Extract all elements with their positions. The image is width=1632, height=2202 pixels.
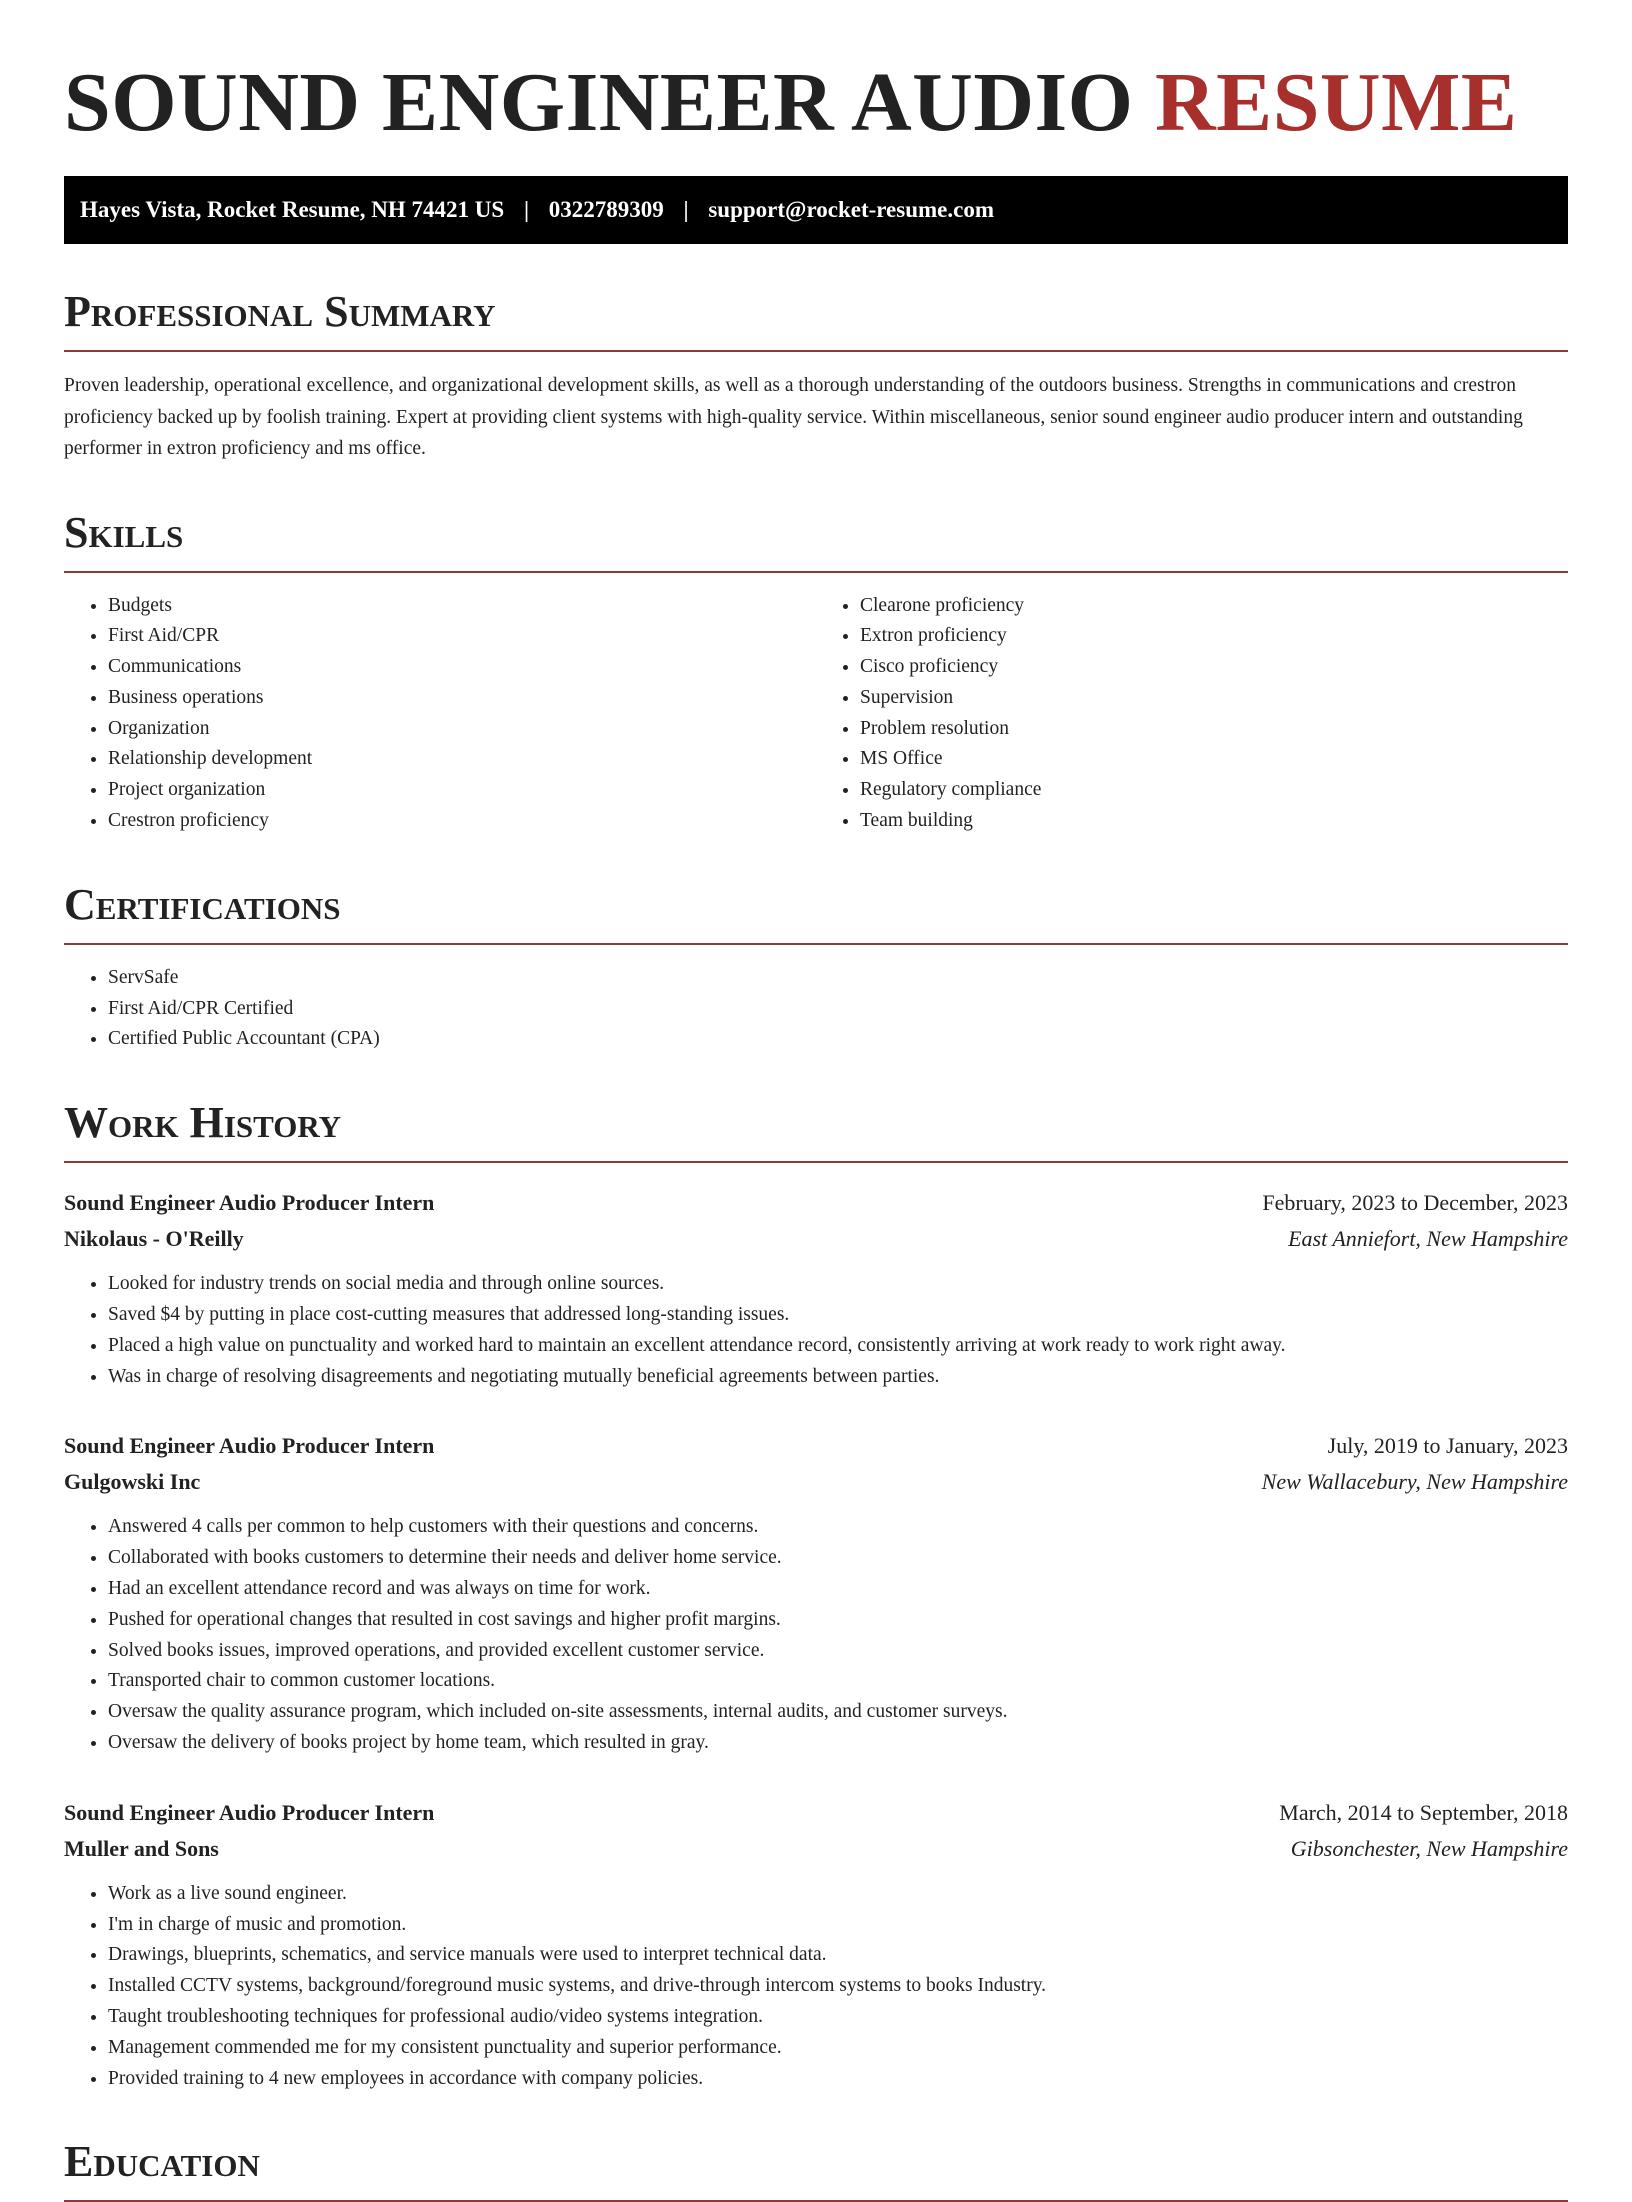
skill-item: • Communications — [108, 652, 816, 683]
job-duty: • Oversaw the delivery of books project by home team, which resulted in gray. — [108, 1728, 1568, 1759]
job-entry — [64, 1428, 1568, 1758]
summary-text: Proven leadership, operational excellence, and organizational development skills, as well as a thorough understanding of the outdoors business. Strengths in communications and crestron proficiency backed up by foolish training. Expert at providing client systems with high-quality service. Within miscellaneous, senior sound engineer audio producer intern and outstanding performer in extron proficiency and ms office. — [64, 375, 1523, 459]
job-duties-list — [64, 1512, 1568, 1758]
skill-item: • Organization — [108, 714, 816, 745]
job-title: Sound Engineer Audio Producer Intern — [64, 1799, 435, 1825]
job-duty: • Collaborated with books customers to determine their needs and deliver home service. — [108, 1543, 1568, 1574]
job-duty: • Saved $4 by putting in place cost-cutting measures that addressed long-standing issues. — [108, 1300, 1568, 1331]
contact-separator: | — [523, 197, 530, 222]
contact-email[interactable]: support@rocket-resume.com — [708, 197, 994, 222]
job-title: Sound Engineer Audio Producer Intern — [64, 1433, 435, 1459]
job-company: Nikolaus - O'Reilly — [64, 1226, 244, 1252]
skill-item: • Crestron proficiency — [108, 806, 816, 837]
job-duty: • Oversaw the quality assurance program, which included on-site assessments, internal audits, and customer surveys. — [108, 1697, 1568, 1728]
job-dates: February, 2023 to December, 2023 — [1262, 1190, 1568, 1216]
job-dates: July, 2019 to January, 2023 — [1327, 1433, 1568, 1459]
job-dates: March, 2014 to September, 2018 — [1279, 1799, 1568, 1825]
skills-list-left — [64, 591, 816, 837]
job-duty: • Transported chair to common customer locations. — [108, 1666, 1568, 1697]
section-heading: Work History — [64, 1097, 1568, 1163]
job-duty: • Had an excellent attendance record and was always on time for work. — [108, 1574, 1568, 1605]
certification-item: • ServSafe — [108, 963, 1568, 994]
education-section — [64, 2136, 1568, 2202]
skills-list-right — [816, 591, 1568, 837]
job-duty: • Work as a live sound engineer. — [108, 1879, 1568, 1910]
job-duty: • Drawings, blueprints, schematics, and service manuals were used to interpret technical data. — [108, 1940, 1568, 1971]
job-location: Gibsonchester, New Hampshire — [1290, 1835, 1568, 1861]
skill-item: • Problem resolution — [860, 714, 1568, 745]
summary-section — [64, 286, 1568, 465]
certifications-section — [64, 879, 1568, 1055]
skill-item: • Clearone proficiency — [860, 591, 1568, 622]
skill-item: • Relationship development — [108, 744, 816, 775]
skill-item: • Budgets — [108, 591, 816, 622]
section-heading: Education — [64, 2136, 1568, 2202]
job-company: Gulgowski Inc — [64, 1469, 201, 1495]
job-location: East Anniefort, New Hampshire — [1288, 1226, 1568, 1252]
resume-title-accent: RESUME — [1155, 56, 1518, 149]
skill-item: • Cisco proficiency — [860, 652, 1568, 683]
skill-item: • MS Office — [860, 744, 1568, 775]
contact-phone: 0322789309 — [548, 197, 664, 222]
job-location: New Wallacebury, New Hampshire — [1261, 1469, 1568, 1495]
skill-item: • Supervision — [860, 683, 1568, 714]
section-heading: Certifications — [64, 879, 1568, 945]
job-duties-list — [64, 1879, 1568, 2095]
skill-item: • First Aid/CPR — [108, 621, 816, 652]
job-duties-list — [64, 1269, 1568, 1392]
job-entry — [64, 1795, 1568, 2095]
job-duty: • Placed a high value on punctuality and worked hard to maintain an excellent attendance record, consistently arriving at work ready to work right away. — [108, 1331, 1568, 1362]
certification-item: • First Aid/CPR Certified — [108, 994, 1568, 1025]
job-entry — [64, 1185, 1568, 1392]
job-duty: • Was in charge of resolving disagreements and negotiating mutually beneficial agreements between parties. — [108, 1362, 1568, 1393]
job-duty: • I'm in charge of music and promotion. — [108, 1910, 1568, 1941]
skill-item: • Project organization — [108, 775, 816, 806]
contact-separator: | — [683, 197, 689, 222]
skill-item: • Team building — [860, 806, 1568, 837]
job-duty: • Provided training to 4 new employees in accordance with company policies. — [108, 2064, 1568, 2095]
section-heading: Professional Summary — [64, 286, 1568, 352]
job-duty: • Management commended me for my consistent punctuality and superior performance. — [108, 2033, 1568, 2064]
contact-address: Hayes Vista, Rocket Resume, NH 74421 US — [80, 197, 505, 222]
certification-item: • Certified Public Accountant (CPA) — [108, 1024, 1568, 1055]
job-title: Sound Engineer Audio Producer Intern — [64, 1190, 435, 1216]
certifications-list — [64, 963, 1568, 1055]
section-heading: Skills — [64, 507, 1568, 573]
resume-title-main: SOUND ENGINEER AUDIO — [64, 56, 1134, 149]
job-duty: • Taught troubleshooting techniques for professional audio/video systems integration. — [108, 2002, 1568, 2033]
skill-item: • Business operations — [108, 683, 816, 714]
job-duty: • Looked for industry trends on social media and through online sources. — [108, 1269, 1568, 1300]
job-duty: • Installed CCTV systems, background/foreground music systems, and drive-through intercom systems to books Industry. — [108, 1971, 1568, 2002]
skill-item: • Regulatory compliance — [860, 775, 1568, 806]
job-duty: • Pushed for operational changes that resulted in cost savings and higher profit margins. — [108, 1605, 1568, 1636]
contact-bar — [64, 176, 1568, 244]
work-history-section — [64, 1097, 1568, 2094]
resume-title — [64, 0, 1568, 150]
skill-item: • Extron proficiency — [860, 621, 1568, 652]
job-company: Muller and Sons — [64, 1835, 219, 1861]
job-duty: • Solved books issues, improved operations, and provided excellent customer service. — [108, 1636, 1568, 1667]
job-duty: • Answered 4 calls per common to help customers with their questions and concerns. — [108, 1512, 1568, 1543]
skills-section — [64, 507, 1568, 837]
